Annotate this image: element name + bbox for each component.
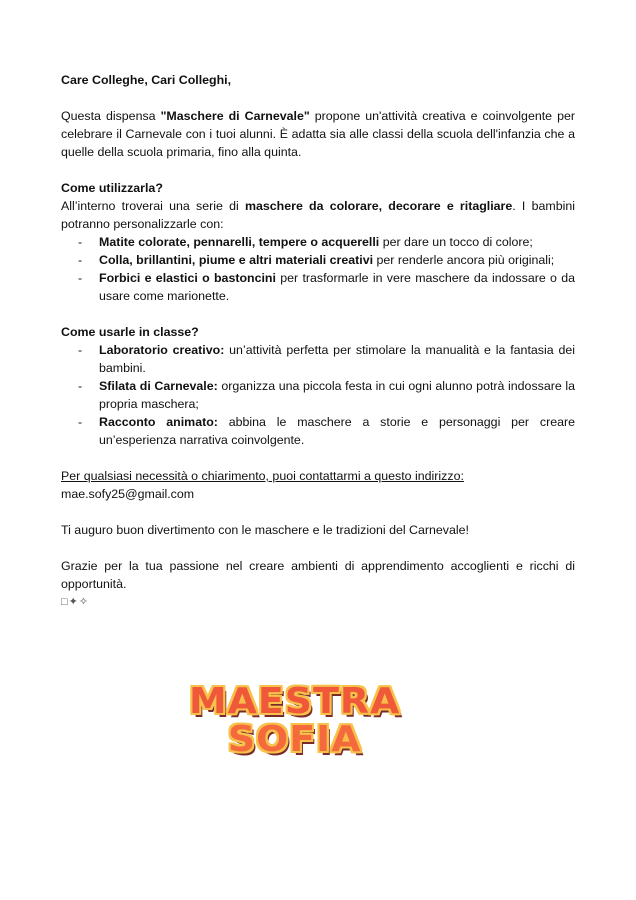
logo-line-2: SOFIA bbox=[228, 719, 362, 760]
list-item bbox=[61, 251, 575, 269]
item-bold: Colla, brillantini, piume e altri materiali creativi bbox=[99, 253, 374, 267]
intro-post: propone un'attività creativa e coinvolgente per celebrare il Carnevale con i tuoi alunni. È adatta sia alle classi della scuola dell'infanzia che a quelle della scuola primaria, fino alla quinta. bbox=[61, 109, 575, 159]
greeting: Care Colleghe, Cari Colleghi, bbox=[61, 73, 232, 87]
item-rest: per renderle ancora più originali; bbox=[373, 253, 555, 267]
maestra-sofia-logo bbox=[189, 676, 401, 766]
list-item bbox=[61, 233, 575, 251]
item-rest: organizza una piccola festa in cui ogni alunno potrà indossare la propria maschera; bbox=[99, 379, 575, 411]
item-bold: Forbici e elastici o bastoncini bbox=[99, 271, 276, 285]
list-item bbox=[61, 413, 575, 449]
item-bold: Racconto animato: bbox=[99, 415, 218, 429]
intro-paragraph bbox=[61, 107, 575, 161]
item-bold: Matite colorate, pennarelli, tempere o acquerelli bbox=[99, 235, 380, 249]
thanks-line: Grazie per la tua passione nel creare ambienti di apprendimento accoglienti e ricchi di opportunità. bbox=[61, 559, 575, 591]
wish-line: Ti auguro buon divertimento con le maschere e le tradizioni del Carnevale! bbox=[61, 523, 469, 537]
item-rest: un’attività perfetta per stimolare la manualità e la fantasia dei bambini. bbox=[99, 343, 575, 375]
section1-text-post: . I bambini potranno personalizzarle con: bbox=[61, 199, 575, 231]
intro-title: "Maschere di Carnevale" bbox=[160, 109, 310, 123]
usage-list bbox=[61, 341, 575, 449]
logo-line-1: MAESTRA bbox=[189, 681, 401, 722]
document-body bbox=[61, 71, 575, 611]
section1-heading: Come utilizzarla? bbox=[61, 181, 163, 195]
section1-text-pre: All’interno troverai una serie di bbox=[61, 199, 245, 213]
section1-text bbox=[61, 197, 575, 233]
list-item bbox=[61, 377, 575, 413]
contact-label: Per qualsiasi necessità o chiarimento, puoi contattarmi a questo indirizzo: bbox=[61, 469, 464, 483]
intro-pre: Questa dispensa bbox=[61, 109, 161, 123]
sparkles-icon: □✦✧ bbox=[61, 596, 90, 608]
section2-heading: Come usarle in classe? bbox=[61, 325, 199, 339]
item-rest: per trasformarle in vere maschere da indossare o da usare come marionette. bbox=[99, 271, 575, 303]
item-rest: abbina le maschere a storie e personaggi per creare un’esperienza narrativa coinvolgente. bbox=[99, 415, 575, 447]
item-bold: Laboratorio creativo: bbox=[99, 343, 225, 357]
item-bold: Sfilata di Carnevale: bbox=[99, 379, 218, 393]
list-item bbox=[61, 269, 575, 305]
list-item bbox=[61, 341, 575, 377]
materials-list bbox=[61, 233, 575, 305]
contact-line bbox=[61, 467, 575, 503]
item-rest: per dare un tocco di colore; bbox=[379, 235, 533, 249]
contact-email[interactable]: mae.sofy25@gmail.com bbox=[61, 487, 195, 501]
section1-text-bold: maschere da colorare, decorare e ritagliare bbox=[244, 199, 513, 213]
